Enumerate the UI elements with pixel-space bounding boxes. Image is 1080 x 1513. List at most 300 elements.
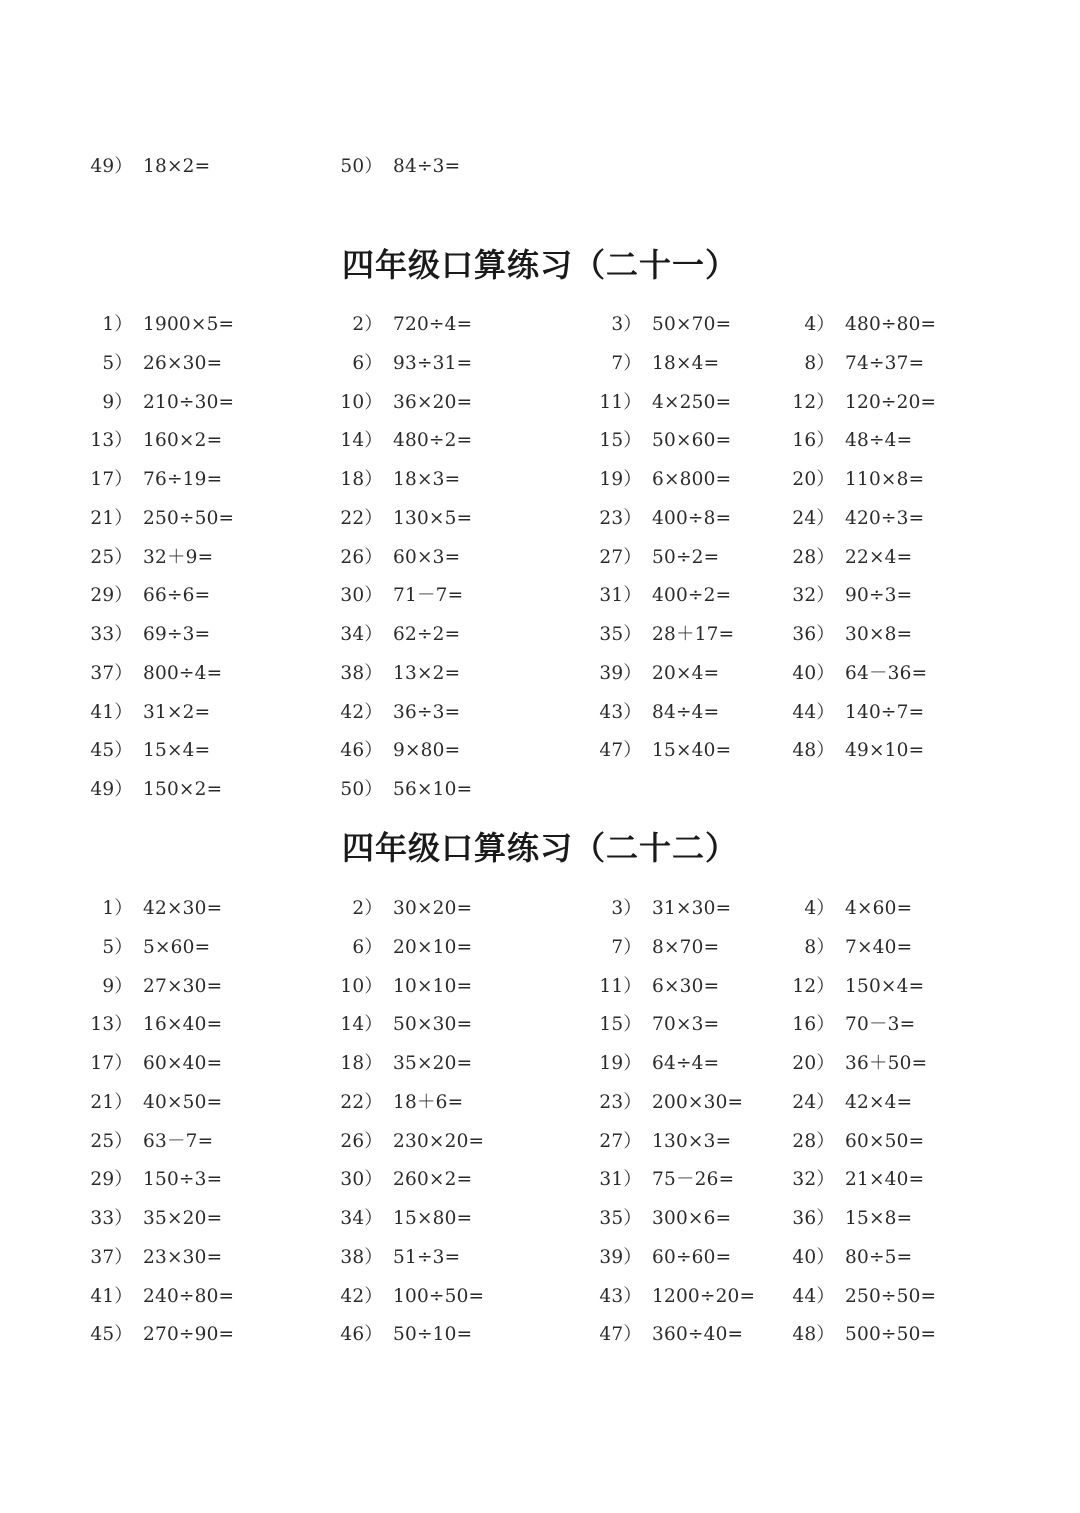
problem-expression: 60×40= <box>143 1053 223 1074</box>
problem-number: 24） <box>792 1091 835 1113</box>
problem-item <box>590 389 731 417</box>
problem-expression: 84÷4= <box>652 701 720 723</box>
problem-number: 46） <box>340 740 383 762</box>
problem-number: 22） <box>340 507 383 529</box>
problem-item <box>333 350 472 378</box>
problem-expression: 64－36= <box>845 662 928 684</box>
problem-expression: 60×50= <box>845 1130 925 1152</box>
problem-item <box>785 544 912 572</box>
problem-expression: 62÷2= <box>393 624 461 645</box>
problem-row <box>0 544 1080 572</box>
problem-expression: 15×4= <box>143 740 211 762</box>
problem-item <box>333 1321 472 1349</box>
problem-expression: 7×40= <box>845 936 913 958</box>
problem-number: 50） <box>340 779 383 800</box>
problem-item <box>80 1089 222 1117</box>
problem-number: 14） <box>340 430 383 452</box>
problem-number: 37） <box>90 662 133 684</box>
problem-expression: 42×4= <box>845 1091 913 1113</box>
problem-number: 13） <box>90 1014 133 1036</box>
problem-item <box>80 582 210 610</box>
problem-item <box>590 1166 734 1194</box>
problem-item <box>785 1089 912 1117</box>
problem-expression: 150÷3= <box>143 1169 223 1191</box>
problem-number: 30） <box>340 1169 383 1191</box>
problem-number: 14） <box>340 1014 383 1036</box>
problem-number: 45） <box>90 740 133 762</box>
problem-row <box>0 153 1080 181</box>
problem-number: 39） <box>599 662 642 684</box>
problem-number: 6） <box>352 936 383 958</box>
problem-item <box>590 1244 731 1272</box>
problem-item <box>590 934 719 962</box>
problem-row <box>0 1244 1080 1272</box>
problem-expression: 18×2= <box>143 156 211 177</box>
problem-expression: 250÷50= <box>143 507 235 529</box>
problem-expression: 400÷8= <box>652 507 732 529</box>
problem-item <box>333 1128 484 1156</box>
problem-number: 3） <box>611 898 642 919</box>
problem-number: 36） <box>792 624 835 645</box>
problem-item <box>80 1011 222 1039</box>
problem-number: 27） <box>599 546 642 568</box>
problem-number: 11） <box>599 391 642 413</box>
problem-expression: 50×30= <box>393 1014 473 1036</box>
problem-item <box>333 544 460 572</box>
problem-expression: 720÷4= <box>393 314 473 335</box>
problem-expression: 480÷2= <box>393 430 473 452</box>
problem-item <box>80 973 222 1001</box>
problem-item <box>785 311 936 339</box>
problem-item <box>333 737 460 765</box>
problem-expression: 360÷40= <box>652 1324 744 1346</box>
problem-number: 28） <box>792 1130 835 1152</box>
problem-number: 42） <box>340 701 383 723</box>
problem-row <box>0 737 1080 765</box>
problem-expression: 4×60= <box>845 898 913 919</box>
problem-item <box>80 737 210 765</box>
problem-number: 46） <box>340 1324 383 1346</box>
problem-item <box>785 621 912 649</box>
problem-item <box>785 1128 924 1156</box>
problem-item <box>80 699 210 727</box>
problem-item <box>333 699 460 727</box>
problem-item <box>590 737 731 765</box>
problem-expression: 160×2= <box>143 430 223 452</box>
problem-expression: 56×10= <box>393 779 473 800</box>
problem-number: 10） <box>340 391 383 413</box>
problem-item <box>333 1205 472 1233</box>
problem-item <box>80 934 210 962</box>
problem-expression: 200×30= <box>652 1091 744 1113</box>
problem-expression: 250÷50= <box>845 1285 937 1307</box>
problem-row <box>0 776 1080 804</box>
problem-expression: 130×3= <box>652 1130 732 1152</box>
problem-expression: 31×2= <box>143 701 211 723</box>
problem-number: 35） <box>599 624 642 645</box>
problem-expression: 31×30= <box>652 898 732 919</box>
section-title: 四年级口算练习（二十二） <box>341 829 738 867</box>
problem-item <box>785 466 924 494</box>
problem-number: 43） <box>599 701 642 723</box>
problem-expression: 8×70= <box>652 936 720 958</box>
problem-number: 15） <box>599 1014 642 1036</box>
problem-expression: 15×80= <box>393 1208 473 1229</box>
problem-number: 8） <box>804 936 835 958</box>
problem-expression: 20×10= <box>393 936 473 958</box>
problem-number: 4） <box>804 898 835 919</box>
problem-number: 20） <box>792 1053 835 1074</box>
problem-expression: 36＋50= <box>845 1053 928 1074</box>
problem-item <box>80 1205 222 1233</box>
problem-expression: 36×20= <box>393 391 473 413</box>
problem-item <box>333 582 463 610</box>
problem-item <box>333 660 460 688</box>
problem-number: 3） <box>611 314 642 335</box>
problem-item <box>590 699 719 727</box>
problem-expression: 50×70= <box>652 314 732 335</box>
problem-row <box>0 582 1080 610</box>
problem-expression: 48÷4= <box>845 430 913 452</box>
problem-number: 42） <box>340 1285 383 1307</box>
problem-expression: 18＋6= <box>393 1091 464 1113</box>
problem-number: 49） <box>90 779 133 800</box>
problem-item <box>785 1011 915 1039</box>
problem-expression: 80÷5= <box>845 1246 913 1268</box>
problem-item <box>590 350 719 378</box>
problem-item <box>590 895 731 923</box>
problem-number: 26） <box>340 546 383 568</box>
problem-row <box>0 311 1080 339</box>
problem-number: 11） <box>599 975 642 997</box>
problem-item <box>590 544 719 572</box>
problem-item <box>333 466 460 494</box>
problem-expression: 15×8= <box>845 1208 913 1229</box>
problem-expression: 51÷3= <box>393 1246 461 1268</box>
problem-number: 15） <box>599 430 642 452</box>
problem-expression: 49×10= <box>845 740 925 762</box>
problem-expression: 420÷3= <box>845 507 925 529</box>
problem-expression: 4×250= <box>652 391 732 413</box>
problem-number: 12） <box>792 975 835 997</box>
problem-expression: 230×20= <box>393 1130 485 1152</box>
problem-number: 21） <box>90 507 133 529</box>
problem-number: 29） <box>90 585 133 607</box>
problem-item <box>785 1321 936 1349</box>
problem-row <box>0 895 1080 923</box>
problem-number: 34） <box>340 624 383 645</box>
problem-row <box>0 934 1080 962</box>
problem-number: 13） <box>90 430 133 452</box>
problem-item <box>80 544 213 572</box>
problem-item <box>333 1089 463 1117</box>
problem-expression: 71－7= <box>393 585 464 607</box>
problem-item <box>333 389 472 417</box>
problem-item <box>785 427 912 455</box>
problem-item <box>80 776 222 804</box>
problem-item <box>80 660 222 688</box>
problem-number: 39） <box>599 1246 642 1268</box>
problem-number: 1） <box>102 898 133 919</box>
problem-row <box>0 1205 1080 1233</box>
problem-expression: 260×2= <box>393 1169 473 1191</box>
problem-item <box>590 505 731 533</box>
problem-number: 44） <box>792 1285 835 1307</box>
problem-expression: 50×60= <box>652 430 732 452</box>
problem-item <box>590 466 731 494</box>
problem-number: 2） <box>352 898 383 919</box>
problem-expression: 140÷7= <box>845 701 925 723</box>
problem-item <box>333 895 472 923</box>
problem-number: 31） <box>599 1169 642 1191</box>
problem-number: 9） <box>102 975 133 997</box>
problem-item <box>80 1283 234 1311</box>
problem-number: 4） <box>804 314 835 335</box>
problem-item <box>80 1244 222 1272</box>
problem-item <box>333 1283 484 1311</box>
problem-expression: 800÷4= <box>143 662 223 684</box>
problem-number: 25） <box>90 546 133 568</box>
problem-row <box>0 1283 1080 1311</box>
problem-item <box>80 1128 213 1156</box>
problem-item <box>785 582 912 610</box>
problem-expression: 5×60= <box>143 936 211 958</box>
problem-item <box>333 1011 472 1039</box>
problem-item <box>80 1321 234 1349</box>
problem-item <box>333 621 460 649</box>
problem-item <box>785 1050 927 1078</box>
problem-item <box>785 1244 912 1272</box>
problem-item <box>80 427 222 455</box>
problem-number: 37） <box>90 1246 133 1268</box>
problem-number: 20） <box>792 469 835 490</box>
problem-item <box>785 1205 912 1233</box>
problem-number: 23） <box>599 507 642 529</box>
problem-row <box>0 427 1080 455</box>
problem-item <box>80 621 210 649</box>
problem-expression: 1900×5= <box>143 314 235 335</box>
problem-row <box>0 389 1080 417</box>
problem-number: 16） <box>792 430 835 452</box>
problem-number: 49） <box>90 156 133 177</box>
problem-number: 9） <box>102 391 133 413</box>
problem-item <box>333 505 472 533</box>
problem-expression: 70×3= <box>652 1014 720 1036</box>
problem-row <box>0 466 1080 494</box>
problem-expression: 84÷3= <box>393 156 461 177</box>
problem-expression: 63－7= <box>143 1130 214 1152</box>
problem-number: 5） <box>102 936 133 958</box>
problem-number: 19） <box>599 469 642 490</box>
problem-item <box>590 1321 743 1349</box>
problem-item <box>80 505 234 533</box>
problem-item <box>590 1011 719 1039</box>
problem-item <box>590 311 731 339</box>
problem-expression: 35×20= <box>143 1208 223 1229</box>
problem-expression: 70－3= <box>845 1014 916 1036</box>
problem-expression: 50÷2= <box>652 546 720 568</box>
problem-item <box>785 505 924 533</box>
problem-expression: 18×4= <box>652 352 720 374</box>
problem-expression: 240÷80= <box>143 1285 235 1307</box>
problem-item <box>590 660 719 688</box>
problem-item <box>590 621 734 649</box>
problem-expression: 9×80= <box>393 740 461 762</box>
problem-item <box>80 1166 222 1194</box>
problem-number: 17） <box>90 1053 133 1074</box>
problem-item <box>333 427 472 455</box>
problem-expression: 210÷30= <box>143 391 235 413</box>
problem-number: 43） <box>599 1285 642 1307</box>
problem-item <box>333 1166 472 1194</box>
problem-expression: 18×3= <box>393 469 461 490</box>
problem-expression: 110×8= <box>845 469 925 490</box>
problem-expression: 20×4= <box>652 662 720 684</box>
problem-row <box>0 350 1080 378</box>
problem-number: 22） <box>340 1091 383 1113</box>
problem-number: 16） <box>792 1014 835 1036</box>
problem-row <box>0 621 1080 649</box>
problem-expression: 66÷6= <box>143 585 211 607</box>
problem-item <box>785 737 924 765</box>
problem-expression: 90÷3= <box>845 585 913 607</box>
problem-number: 36） <box>792 1208 835 1229</box>
problem-item <box>80 466 222 494</box>
problem-number: 12） <box>792 391 835 413</box>
problem-item <box>80 311 234 339</box>
problem-number: 35） <box>599 1208 642 1229</box>
problem-number: 8） <box>804 352 835 374</box>
problem-expression: 27×30= <box>143 975 223 997</box>
problem-number: 44） <box>792 701 835 723</box>
problem-number: 48） <box>792 1324 835 1346</box>
problem-item <box>785 934 912 962</box>
problem-number: 7） <box>611 352 642 374</box>
problem-expression: 6×800= <box>652 469 732 490</box>
problem-number: 33） <box>90 1208 133 1229</box>
problem-expression: 21×40= <box>845 1169 925 1191</box>
problem-expression: 30×8= <box>845 624 913 645</box>
problem-number: 32） <box>792 1169 835 1191</box>
problem-expression: 300×6= <box>652 1208 732 1229</box>
problem-number: 2） <box>352 314 383 335</box>
problem-item <box>785 1166 924 1194</box>
problem-expression: 23×30= <box>143 1246 223 1268</box>
problem-number: 18） <box>340 469 383 490</box>
problem-expression: 10×10= <box>393 975 473 997</box>
problem-item <box>333 934 472 962</box>
problem-number: 41） <box>90 701 133 723</box>
problem-expression: 13×2= <box>393 662 461 684</box>
problem-item <box>785 389 936 417</box>
problem-expression: 400÷2= <box>652 585 732 607</box>
problem-expression: 35×20= <box>393 1053 473 1074</box>
problem-number: 21） <box>90 1091 133 1113</box>
problem-expression: 28＋17= <box>652 624 735 645</box>
problem-row <box>0 1321 1080 1349</box>
problem-expression: 120÷20= <box>845 391 937 413</box>
problem-expression: 480÷80= <box>845 314 937 335</box>
problem-item <box>80 350 222 378</box>
problem-item <box>590 1128 731 1156</box>
problem-item <box>333 776 472 804</box>
problem-item <box>590 1205 731 1233</box>
problem-number: 31） <box>599 585 642 607</box>
problem-number: 18） <box>340 1053 383 1074</box>
problem-number: 34） <box>340 1208 383 1229</box>
problem-item <box>590 427 731 455</box>
problem-expression: 74÷37= <box>845 352 925 374</box>
problem-item <box>590 1283 755 1311</box>
problem-item <box>590 973 719 1001</box>
problem-expression: 42×30= <box>143 898 223 919</box>
problem-number: 28） <box>792 546 835 568</box>
problem-number: 45） <box>90 1324 133 1346</box>
problem-number: 40） <box>792 662 835 684</box>
problem-expression: 60×3= <box>393 546 461 568</box>
problem-expression: 75－26= <box>652 1169 735 1191</box>
problem-number: 25） <box>90 1130 133 1152</box>
problem-expression: 30×20= <box>393 898 473 919</box>
problem-number: 38） <box>340 662 383 684</box>
problem-expression: 93÷31= <box>393 352 473 374</box>
problem-expression: 64÷4= <box>652 1053 720 1074</box>
problem-number: 29） <box>90 1169 133 1191</box>
problem-expression: 50÷10= <box>393 1324 473 1346</box>
problem-item <box>785 660 927 688</box>
problem-item <box>333 973 472 1001</box>
problem-item <box>80 895 222 923</box>
problem-row <box>0 660 1080 688</box>
problem-item <box>80 153 210 181</box>
problem-item <box>333 1050 472 1078</box>
problem-number: 41） <box>90 1285 133 1307</box>
problem-number: 23） <box>599 1091 642 1113</box>
problem-row <box>0 1166 1080 1194</box>
problem-row <box>0 505 1080 533</box>
problem-number: 40） <box>792 1246 835 1268</box>
problem-number: 10） <box>340 975 383 997</box>
problem-expression: 6×30= <box>652 975 720 997</box>
problem-item <box>590 582 731 610</box>
problem-expression: 15×40= <box>652 740 732 762</box>
problem-number: 48） <box>792 740 835 762</box>
problem-number: 47） <box>599 1324 642 1346</box>
problem-item <box>785 973 924 1001</box>
problem-expression: 69÷3= <box>143 624 211 645</box>
problem-number: 30） <box>340 585 383 607</box>
problem-expression: 1200÷20= <box>652 1285 756 1307</box>
problem-item <box>590 1089 743 1117</box>
problem-expression: 270÷90= <box>143 1324 235 1346</box>
problem-expression: 26×30= <box>143 352 223 374</box>
problem-number: 32） <box>792 585 835 607</box>
problem-number: 17） <box>90 469 133 490</box>
problem-item <box>590 1050 719 1078</box>
problem-expression: 32＋9= <box>143 546 214 568</box>
problem-expression: 22×4= <box>845 546 913 568</box>
problem-expression: 36÷3= <box>393 701 461 723</box>
problem-item <box>80 1050 222 1078</box>
problem-number: 47） <box>599 740 642 762</box>
problem-expression: 76÷19= <box>143 469 223 490</box>
problem-item <box>80 389 234 417</box>
problem-number: 7） <box>611 936 642 958</box>
problem-item <box>333 1244 460 1272</box>
problem-expression: 150×4= <box>845 975 925 997</box>
problem-number: 26） <box>340 1130 383 1152</box>
problem-number: 1） <box>102 314 133 335</box>
